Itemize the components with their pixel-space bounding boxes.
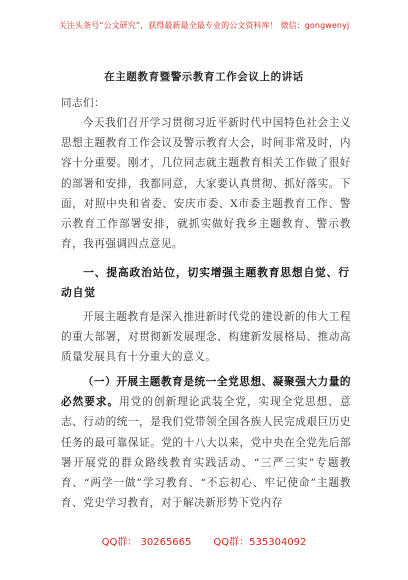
paragraph-intro: 今天我们召开学习贯彻习近平新时代中国特色社会主义思想主题教育工作会议及警示教育大会，时间非常及时，内容十分重要。刚才，几位同志就主题教育相关工作做了很好的部署和安排，我都同意，大家要认真贯彻、抓好落实。下面，对照中央和省委、安庆市委、X市委主题教育工作、警示教育工作部署安排，就抓实做好我乡主题教育、警示教育，我再强调四点意见。 xyxy=(61,117,351,251)
header-notice: 关注头条号“公文研究”，获得最新最全最专业的公文资料库！ 微信：gongwenyj xyxy=(58,21,350,30)
footer-qq-group-1: QQ群： 30265665 xyxy=(101,537,192,548)
subsection-lead: （一）开展主题教育是统一全党思想、凝聚强大力量的必然要求。 xyxy=(61,376,351,409)
subsection-text: 用党的创新理论武装全党，实现全党思想、意志、行动的统一，是我们党带领全国各族人民完成艰巨历史任务的最可靠保证。党的十八大以来，党中央在全党先后部署开展党的群众路线教育实践活动、“三严三实”专题教育、“两学一做”学习教育、“不忘初心、牢记使命”主题教育、党史学习教育，对于解决新形势下党内存 xyxy=(61,396,352,510)
page-title: 在主题教育暨警示教育工作会议上的讲话 xyxy=(104,71,304,83)
footer-qq-group-2: QQ群：535304092 xyxy=(213,537,307,548)
paragraph-subsection-1 xyxy=(61,372,351,513)
footer-contacts xyxy=(0,533,408,548)
paragraph-section-1: 开展主题教育是深入推进新时代党的建设新的伟大工程的重大部署，对贯彻新发展理念、构建新发展格局、推动高质量发展具有十分重大的意义。 xyxy=(61,311,351,364)
section-heading-1: 一、提高政治站位，切实增强主题教育思想自觉、行动自觉 xyxy=(61,266,350,300)
salutation: 同志们： xyxy=(61,97,105,109)
